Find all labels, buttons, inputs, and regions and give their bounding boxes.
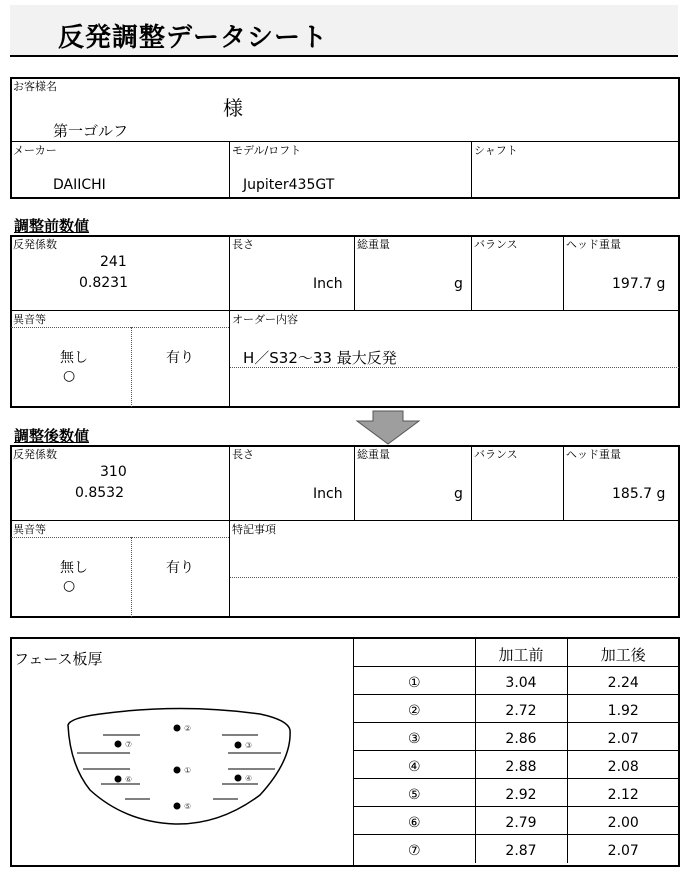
- table-cell[interactable]: 2.88: [475, 751, 567, 779]
- table-cell: ④: [354, 751, 475, 779]
- point-3-dot: [235, 742, 242, 749]
- divider: [131, 327, 132, 407]
- before-noise-none[interactable]: 無し: [60, 350, 88, 366]
- maker-label: メーカー: [13, 144, 57, 157]
- table-cell: ①: [354, 667, 475, 695]
- table-row: [354, 751, 679, 779]
- divider: [229, 141, 230, 198]
- page-title: 反発調整データシート: [58, 23, 329, 53]
- divider: [230, 577, 679, 578]
- table-row: [354, 723, 679, 751]
- table-cell[interactable]: 2.79: [475, 807, 567, 835]
- point-7-dot: [115, 741, 122, 748]
- divider: [230, 367, 679, 368]
- divider: [11, 537, 229, 538]
- maker-value[interactable]: DAIICHI: [53, 177, 106, 193]
- before-head-weight-value[interactable]: 197.7 g: [612, 276, 666, 292]
- point-6-dot: [115, 776, 122, 783]
- svg-text:⑦: ⑦: [125, 740, 133, 749]
- before-order-label: オーダー内容: [232, 313, 298, 326]
- customer-name-label: お客様名: [13, 80, 57, 93]
- table-cell[interactable]: 2.00: [567, 807, 679, 835]
- before-cor-label: 反発係数: [13, 238, 57, 251]
- table-cell[interactable]: 2.87: [475, 835, 567, 863]
- svg-text:④: ④: [245, 774, 253, 783]
- point-4-dot: [235, 775, 242, 782]
- divider: [11, 141, 679, 142]
- table-cell[interactable]: 3.04: [475, 667, 567, 695]
- after-section-title: 調整後数値: [14, 427, 90, 445]
- table-cell: ⑤: [354, 779, 475, 807]
- after-total-weight-unit[interactable]: g: [454, 486, 463, 502]
- divider: [229, 236, 230, 407]
- point-5-dot: [174, 803, 181, 810]
- thickness-table: [354, 638, 679, 863]
- table-cell[interactable]: 2.12: [567, 779, 679, 807]
- table-cell[interactable]: 2.07: [567, 835, 679, 863]
- down-arrow-icon: [353, 410, 423, 446]
- table-row: [354, 835, 679, 863]
- table-row: [354, 807, 679, 835]
- after-head-weight-label: ヘッド重量: [566, 448, 621, 461]
- table-cell: ⑦: [354, 835, 475, 863]
- after-noise-yes[interactable]: 有り: [166, 560, 194, 576]
- table-cell[interactable]: 2.24: [567, 667, 679, 695]
- before-balance-label: バランス: [474, 238, 518, 251]
- divider: [131, 537, 132, 617]
- after-cor-label: 反発係数: [13, 448, 57, 461]
- before-order-value[interactable]: H／S32〜33 最大反発: [243, 349, 397, 367]
- before-length-unit[interactable]: Inch: [313, 276, 343, 292]
- face-title: フェース板厚: [14, 650, 103, 668]
- after-total-weight-label: 総重量: [357, 448, 390, 461]
- divider: [354, 236, 355, 310]
- table-cell[interactable]: 2.86: [475, 723, 567, 751]
- after-balance-label: バランス: [474, 448, 518, 461]
- honorific: 様: [223, 96, 243, 120]
- table-cell: ③: [354, 723, 475, 751]
- svg-text:⑤: ⑤: [184, 802, 192, 811]
- divider: [11, 327, 229, 328]
- table-header-after: 加工後: [567, 639, 679, 667]
- before-cor-value-2[interactable]: 0.8231: [79, 275, 128, 291]
- after-cor-value-1[interactable]: 310: [100, 464, 127, 480]
- point-1-dot: [174, 767, 181, 774]
- after-head-weight-value[interactable]: 185.7 g: [612, 486, 666, 502]
- divider: [229, 446, 230, 617]
- divider: [563, 446, 564, 520]
- after-noise-mark: ○: [63, 578, 76, 594]
- point-2-dot: [174, 725, 181, 732]
- table-header-row: [354, 639, 679, 667]
- table-row: [354, 667, 679, 695]
- before-noise-label: 異音等: [13, 313, 46, 326]
- model-label: モデル/ロフト: [232, 144, 302, 157]
- face-diagram: [60, 700, 300, 830]
- table-cell: ②: [354, 695, 475, 723]
- after-notes-label: 特記事項: [232, 523, 276, 536]
- divider: [471, 236, 472, 310]
- divider: [563, 236, 564, 310]
- before-noise-mark: ○: [63, 368, 76, 384]
- svg-text:③: ③: [245, 741, 253, 750]
- divider: [11, 310, 679, 311]
- before-cor-value-1[interactable]: 241: [100, 254, 127, 270]
- table-cell[interactable]: 2.92: [475, 779, 567, 807]
- before-section-title: 調整前数値: [14, 217, 90, 235]
- after-noise-label: 異音等: [13, 523, 46, 536]
- divider: [354, 446, 355, 520]
- customer-name-value[interactable]: 第一ゴルフ: [53, 122, 129, 140]
- svg-text:①: ①: [184, 766, 192, 775]
- table-header-before: 加工前: [475, 639, 567, 667]
- table-cell: ⑥: [354, 807, 475, 835]
- table-row: [354, 695, 679, 723]
- table-cell[interactable]: 1.92: [567, 695, 679, 723]
- model-value[interactable]: Jupiter435GT: [243, 177, 335, 193]
- table-cell[interactable]: 2.07: [567, 723, 679, 751]
- after-length-unit[interactable]: Inch: [313, 486, 343, 502]
- after-length-label: 長さ: [232, 448, 254, 461]
- before-total-weight-label: 総重量: [357, 238, 390, 251]
- before-head-weight-label: ヘッド重量: [566, 238, 621, 251]
- table-cell[interactable]: 2.72: [475, 695, 567, 723]
- before-noise-yes[interactable]: 有り: [166, 350, 194, 366]
- shaft-label: シャフト: [474, 144, 518, 157]
- after-cor-value-2[interactable]: 0.8532: [75, 485, 124, 501]
- table-cell[interactable]: 2.08: [567, 751, 679, 779]
- before-total-weight-unit[interactable]: g: [454, 276, 463, 292]
- table-row: [354, 779, 679, 807]
- svg-text:②: ②: [184, 724, 192, 733]
- divider: [471, 446, 472, 520]
- before-length-label: 長さ: [232, 238, 254, 251]
- after-noise-none[interactable]: 無し: [60, 560, 88, 576]
- table-header-cell: [354, 639, 475, 667]
- svg-text:⑥: ⑥: [125, 775, 133, 784]
- divider: [11, 520, 679, 521]
- divider: [471, 141, 472, 198]
